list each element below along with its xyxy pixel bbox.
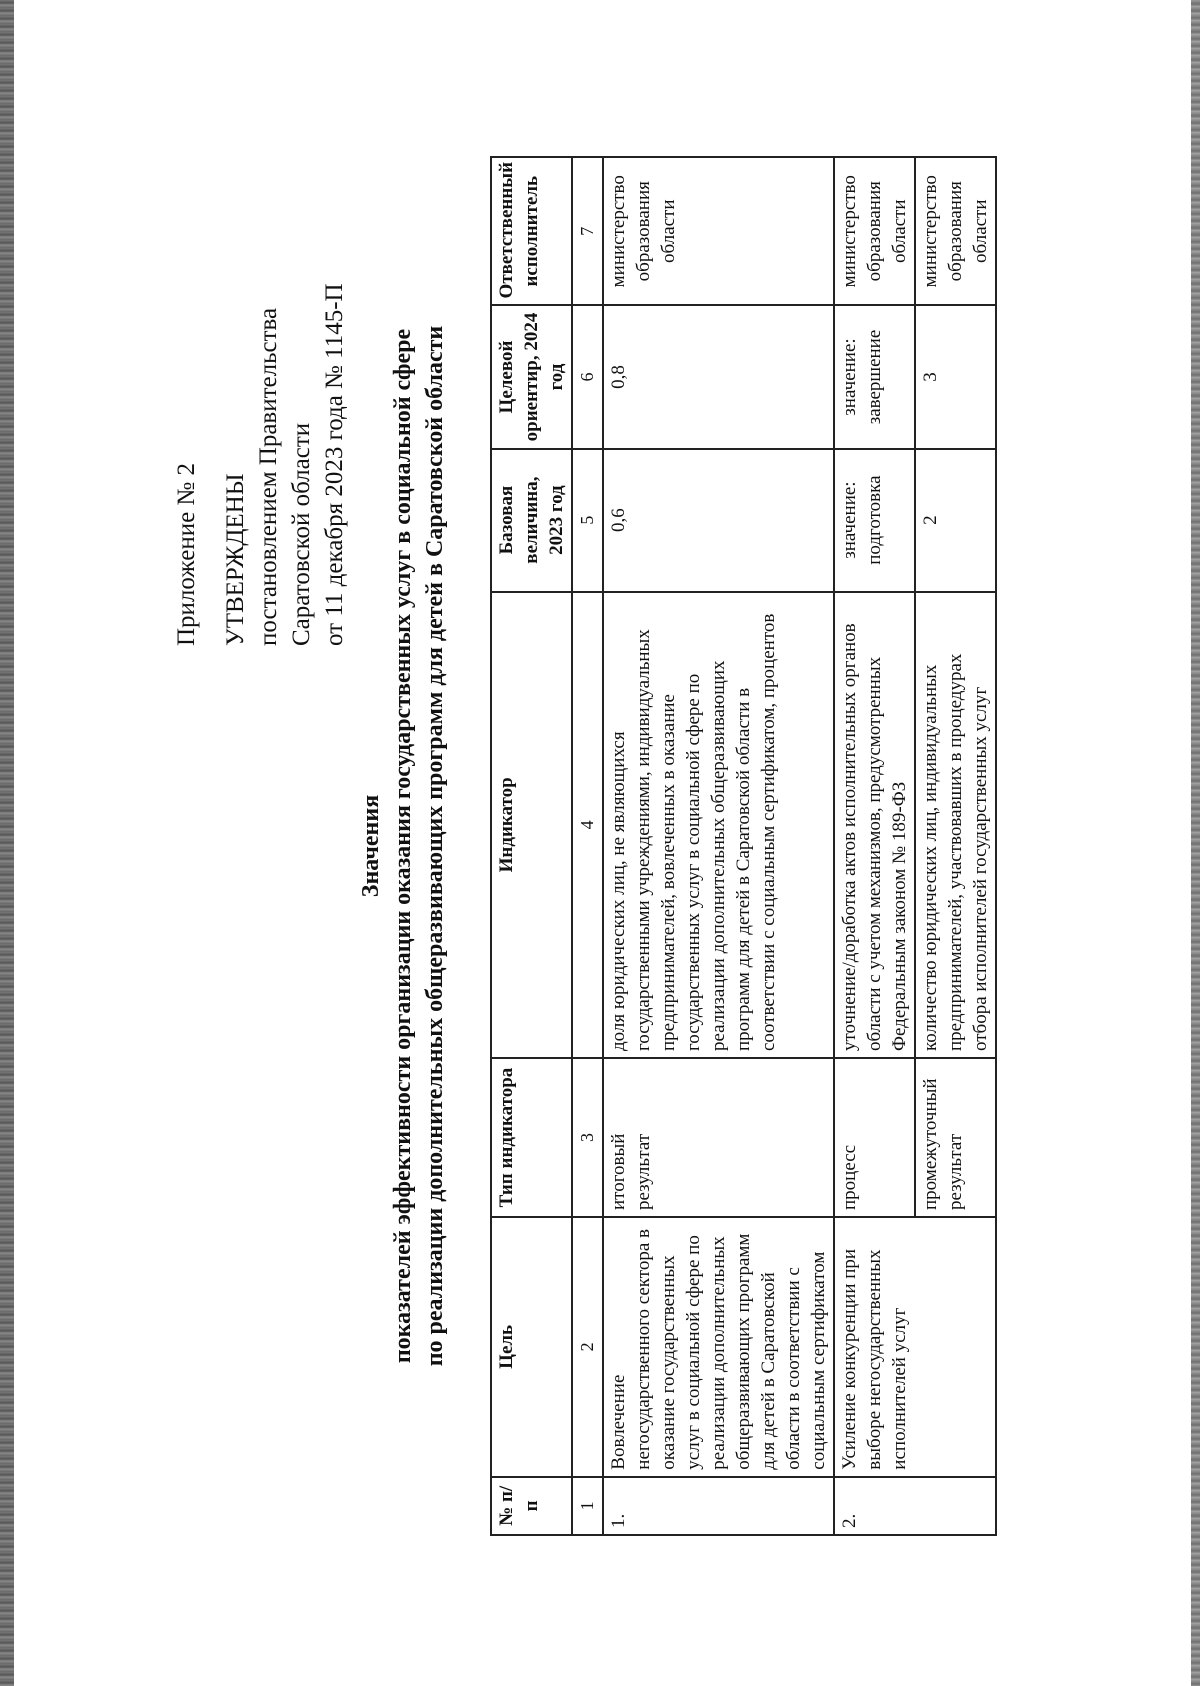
colnum-2: 2 (572, 1217, 603, 1477)
row-2-base: значение: подготовка (834, 449, 915, 592)
row-1-goal: Вовлечение негосударственного сектора в оказание государственных услуг в социальной сфере по реализации дополнительных общеразвивающих программ для детей в Саратовской области в соответствии с социальным сертификатом (603, 1217, 834, 1477)
document-title (355, 166, 451, 1526)
title-line-3: по реализации дополнительных общеразвивающих программ для детей в Саратовской области (422, 325, 448, 1367)
table-header-row (491, 157, 572, 1535)
header-target: Целевой ориентир, 2024 год (491, 305, 572, 448)
header-base: Базовая величина, 2023 год (491, 449, 572, 592)
colnum-6: 6 (572, 305, 603, 448)
row-1-indicator: доля юридических лиц, не являющихся государственными учреждениями, индивидуальных предпринимателей, вовлеченных в оказание государственных услуг в социальной сфере по реализации дополнительных общеразвивающих программ для детей в Саратовской области в соответствии с социальным сертификатом, процентов (603, 592, 834, 1058)
row-1-type: итоговый результат (603, 1058, 834, 1217)
row-2-target: значение: завершение (834, 305, 915, 448)
approved-label: УТВЕРЖДЕНЫ (222, 473, 249, 646)
row-2-responsible: министерство образования области (834, 157, 915, 305)
row-1-num: 1. (603, 1477, 834, 1535)
row-1-base: 0,6 (603, 449, 834, 592)
approval-line-2: Саратовской области (288, 422, 315, 646)
header-indicator: Индикатор (491, 592, 572, 1058)
row-3-type: промежуточный результат (915, 1058, 996, 1217)
approval-line-3: от 11 декабря 2023 года № 1145-П (321, 283, 348, 646)
title-line-2: показателей эффективности организации оказания государственных услуг в социальной сфере (390, 328, 416, 1364)
row-2-type: процесс (834, 1058, 915, 1217)
row-3-base: 2 (915, 449, 996, 592)
row-3-target: 3 (915, 305, 996, 448)
header-goal: Цель (491, 1217, 572, 1477)
header-num: № п/п (491, 1477, 572, 1535)
colnum-5: 5 (572, 449, 603, 592)
title-line-1: Значения (358, 794, 384, 898)
colnum-4: 4 (572, 592, 603, 1058)
header-type: Тип индикатора (491, 1058, 572, 1217)
colnum-7: 7 (572, 157, 603, 305)
row-1-target: 0,8 (603, 305, 834, 448)
column-number-row (572, 157, 603, 1535)
table-row (603, 157, 834, 1535)
row-2-indicator: уточнение/доработка актов исполнительных органов области с учетом механизмов, предусмотренных Федеральным законом № 189-ФЗ (834, 592, 915, 1058)
table-row (834, 157, 915, 1535)
row-3-indicator: количество юридических лиц, индивидуальных предпринимателей, участвовавших в процедурах отбора исполнителей государственных услуг (915, 592, 996, 1058)
appendix-label: Приложение № 2 (173, 462, 200, 646)
approval-block (170, 126, 351, 646)
colnum-3: 3 (572, 1058, 603, 1217)
indicators-table (490, 156, 997, 1536)
row-3-responsible: министерство образования области (915, 157, 996, 305)
approval-line-1: постановлением Правительства (255, 307, 282, 646)
row-2-goal: Усиление конкуренции при выборе негосударственных исполнителей услуг (834, 1217, 996, 1477)
header-responsible: Ответственный исполнитель (491, 157, 572, 305)
colnum-1: 1 (572, 1477, 603, 1535)
row-1-responsible: министерство образования области (603, 157, 834, 305)
row-2-num: 2. (834, 1477, 996, 1535)
